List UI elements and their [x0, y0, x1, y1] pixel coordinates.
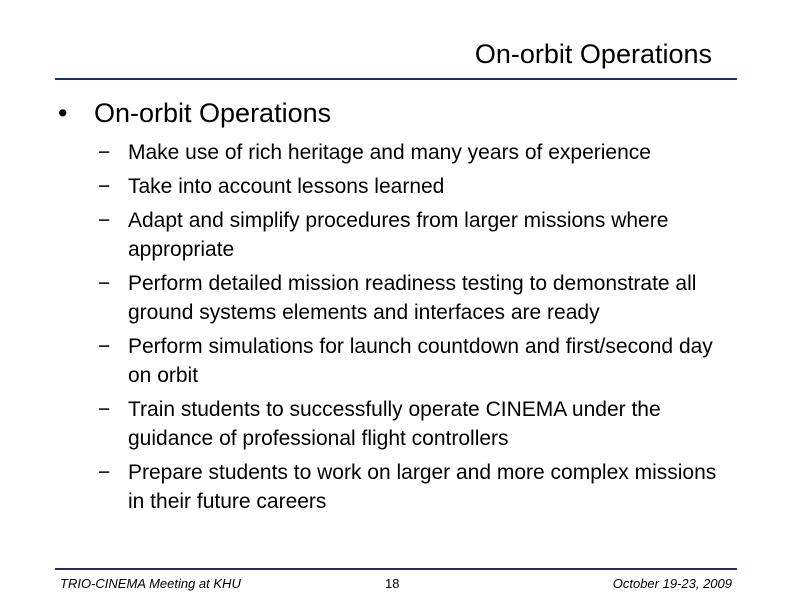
- dash-icon: −: [98, 461, 111, 484]
- dash-icon: −: [98, 398, 111, 421]
- sub-bullet-text: Take into account lessons learned: [128, 175, 445, 198]
- footer-divider: [55, 568, 737, 570]
- sub-bullet-text: Perform detailed mission readiness testing to demonstrate all ground systems elements and interfaces are ready: [128, 272, 697, 324]
- sub-bullet-text: Perform simulations for launch countdown and first/second day on orbit: [128, 335, 713, 387]
- sub-bullet-text: Train students to successfully operate CINEMA under the guidance of professional flight controllers: [128, 398, 661, 450]
- sub-bullet: [98, 269, 758, 327]
- dash-icon: −: [98, 175, 111, 198]
- sub-bullet: [98, 395, 758, 453]
- dash-icon: −: [98, 141, 111, 164]
- sub-bullet-list: [58, 138, 758, 516]
- sub-bullet: [98, 172, 758, 201]
- slide-content: [58, 96, 758, 521]
- sub-bullet: [98, 206, 758, 264]
- sub-bullet-text: Prepare students to work on larger and more complex missions in their future careers: [128, 461, 717, 513]
- bullet-icon: •: [58, 98, 68, 128]
- sub-bullet: [98, 332, 758, 390]
- main-bullet-text: On-orbit Operations: [94, 98, 332, 128]
- dash-icon: −: [98, 272, 111, 295]
- main-bullet: [58, 96, 758, 130]
- footer-meeting-name: TRIO-CINEMA Meeting at KHU: [60, 576, 241, 591]
- title-divider: [55, 78, 737, 80]
- footer-page-number: 18: [385, 576, 400, 591]
- sub-bullet-text: Adapt and simplify procedures from larger missions where appropriate: [128, 209, 669, 261]
- footer-date: October 19-23, 2009: [612, 576, 732, 591]
- sub-bullet-text: Make use of rich heritage and many years of experience: [128, 141, 651, 164]
- sub-bullet: [98, 138, 758, 167]
- dash-icon: −: [98, 209, 111, 232]
- dash-icon: −: [98, 335, 111, 358]
- sub-bullet: [98, 458, 758, 516]
- slide-title: On-orbit Operations: [474, 39, 712, 69]
